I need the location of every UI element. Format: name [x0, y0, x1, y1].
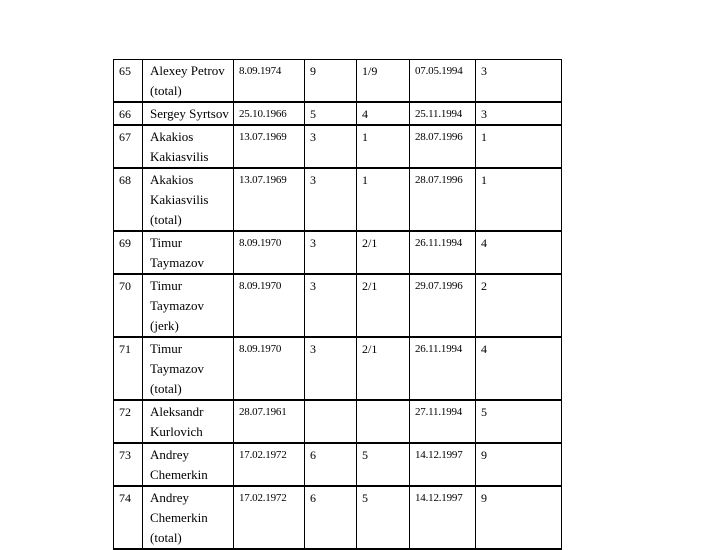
table-row [114, 60, 562, 103]
column-5-value: 5 [357, 486, 410, 549]
table-row [114, 125, 562, 168]
column-5-value: 1/9 [357, 60, 410, 103]
athlete-name: Akakios Kakiasvilis (total) [143, 168, 234, 231]
column-7-value: 1 [476, 168, 562, 231]
record-date: 25.11.1994 [410, 102, 476, 125]
column-4-value: 9 [305, 60, 357, 103]
row-number: 68 [114, 168, 143, 231]
column-7-value: 9 [476, 486, 562, 549]
record-date: 14.12.1997 [410, 486, 476, 549]
column-7-value: 4 [476, 231, 562, 274]
birth-date: 8.09.1970 [234, 274, 305, 337]
record-date: 07.05.1994 [410, 60, 476, 103]
column-4-value: 3 [305, 274, 357, 337]
birth-date: 8.09.1970 [234, 231, 305, 274]
athlete-name: Aleksandr Kurlovich [143, 400, 234, 443]
column-7-value: 1 [476, 125, 562, 168]
column-4-value: 5 [305, 102, 357, 125]
birth-date: 8.09.1974 [234, 60, 305, 103]
table-row [114, 443, 562, 486]
record-date: 27.11.1994 [410, 400, 476, 443]
row-number: 66 [114, 102, 143, 125]
table-row [114, 102, 562, 125]
row-number: 65 [114, 60, 143, 103]
column-4-value: 3 [305, 337, 357, 400]
column-7-value: 3 [476, 102, 562, 125]
table-row [114, 274, 562, 337]
row-number: 69 [114, 231, 143, 274]
birth-date: 28.07.1961 [234, 400, 305, 443]
column-4-value: 6 [305, 443, 357, 486]
column-7-value: 3 [476, 60, 562, 103]
table-row [114, 168, 562, 231]
athlete-name: Andrey Chemerkin (total) [143, 486, 234, 549]
table-row [114, 400, 562, 443]
column-7-value: 2 [476, 274, 562, 337]
birth-date: 17.02.1972 [234, 443, 305, 486]
column-4-value [305, 400, 357, 443]
row-number: 73 [114, 443, 143, 486]
record-date: 28.07.1996 [410, 125, 476, 168]
column-5-value [357, 400, 410, 443]
column-5-value: 1 [357, 125, 410, 168]
birth-date: 8.09.1970 [234, 337, 305, 400]
birth-date: 13.07.1969 [234, 168, 305, 231]
athlete-name: Andrey Chemerkin [143, 443, 234, 486]
records-table [113, 59, 562, 550]
athlete-name: Alexey Petrov (total) [143, 60, 234, 103]
athlete-name: Akakios Kakiasvilis [143, 125, 234, 168]
birth-date: 17.02.1972 [234, 486, 305, 549]
athlete-name: Timur Taymazov (jerk) [143, 274, 234, 337]
record-date: 26.11.1994 [410, 337, 476, 400]
row-number: 71 [114, 337, 143, 400]
column-7-value: 4 [476, 337, 562, 400]
record-date: 14.12.1997 [410, 443, 476, 486]
column-4-value: 3 [305, 231, 357, 274]
table-row [114, 231, 562, 274]
column-5-value: 4 [357, 102, 410, 125]
column-4-value: 6 [305, 486, 357, 549]
row-number: 74 [114, 486, 143, 549]
record-date: 28.07.1996 [410, 168, 476, 231]
row-number: 72 [114, 400, 143, 443]
column-5-value: 1 [357, 168, 410, 231]
table-row [114, 337, 562, 400]
column-7-value: 5 [476, 400, 562, 443]
row-number: 70 [114, 274, 143, 337]
birth-date: 25.10.1966 [234, 102, 305, 125]
row-number: 67 [114, 125, 143, 168]
column-4-value: 3 [305, 125, 357, 168]
birth-date: 13.07.1969 [234, 125, 305, 168]
column-5-value: 5 [357, 443, 410, 486]
column-5-value: 2/1 [357, 231, 410, 274]
athlete-name: Timur Taymazov (total) [143, 337, 234, 400]
athlete-name: Timur Taymazov [143, 231, 234, 274]
record-date: 29.07.1996 [410, 274, 476, 337]
record-date: 26.11.1994 [410, 231, 476, 274]
column-5-value: 2/1 [357, 337, 410, 400]
column-4-value: 3 [305, 168, 357, 231]
column-7-value: 9 [476, 443, 562, 486]
athlete-name: Sergey Syrtsov [143, 102, 234, 125]
column-5-value: 2/1 [357, 274, 410, 337]
